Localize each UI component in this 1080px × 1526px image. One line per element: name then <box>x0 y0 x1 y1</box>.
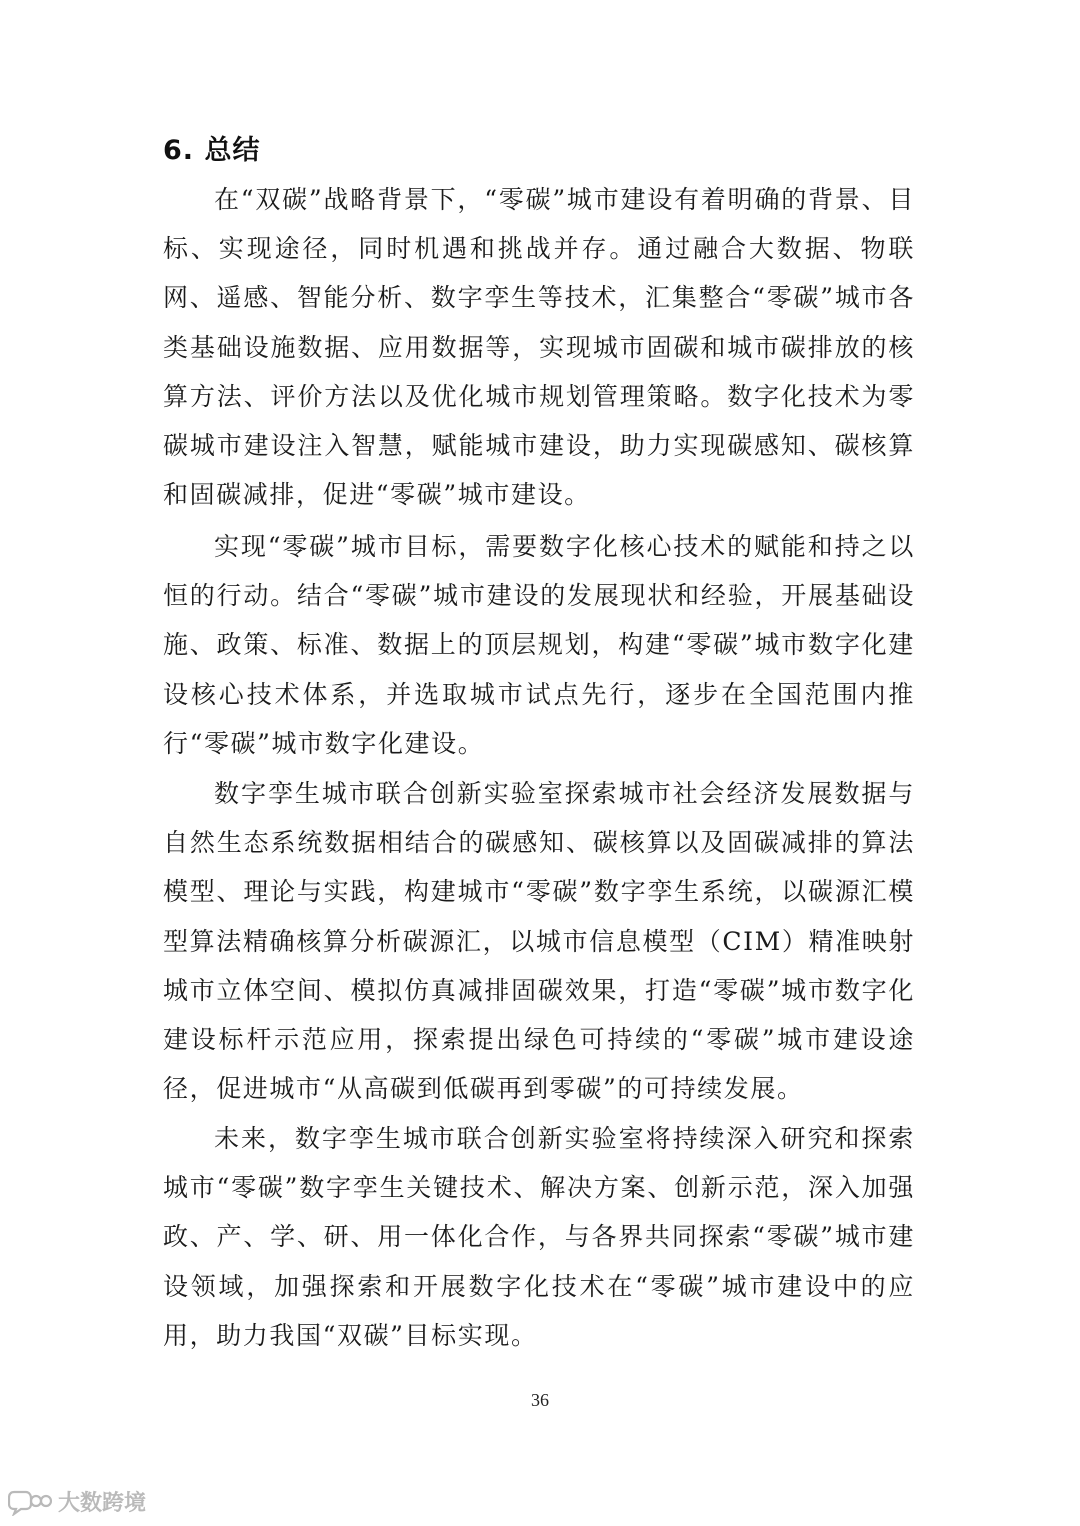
body-paragraph: 实现“零碳”城市目标，需要数字化核心技术的赋能和持之以恒的行动。结合“零碳”城市建设的发展现状和经验，开展基础设施、政策、标准、数据上的顶层规划，构建“零碳”城市数字化建设核心技术体系，并选取城市试点先行，逐步在全国范围内推行“零碳”城市数字化建设。 <box>163 532 915 758</box>
body-paragraph: 在“双碳”战略背景下，“零碳”城市建设有着明确的背景、目标、实现途径，同时机遇和挑战并存。通过融合大数据、物联网、遥感、智能分析、数字孪生等技术，汇集整合“零碳”城市各类基础设施数据、应用数据等，实现城市固碳和城市碳排放的核算方法、评价方法以及优化城市规划管理策略。数字化技术为零碳城市建设注入智慧，赋能城市建设，助力实现碳感知、碳核算和固碳减排，促进“零碳”城市建设。 <box>163 185 915 510</box>
chat-bubble-logo-icon <box>8 1488 52 1516</box>
watermark-text: 大数跨境 <box>58 1491 147 1516</box>
body-paragraph: 未来，数字孪生城市联合创新实验室将持续深入研究和探索城市“零碳”数字孪生关键技术、解决方案、创新示范，深入加强政、产、学、研、用一体化合作，与各界共同探索“零碳”城市建设领域，加强探索和开展数字化技术在“零碳”城市建设中的应用，助力我国“双碳”目标实现。 <box>163 1124 915 1350</box>
watermark <box>8 1486 146 1517</box>
page-number: 36 <box>531 1390 549 1410</box>
section-heading: 6. 总结 <box>163 135 261 166</box>
body-paragraph: 数字孪生城市联合创新实验室探索城市社会经济发展数据与自然生态系统数据相结合的碳感知、碳核算以及固碳减排的算法模型、理论与实践，构建城市“零碳”数字孪生系统，以碳源汇模型算法精确核算分析碳源汇，以城市信息模型（CIM）精准映射城市立体空间、模拟仿真减排固碳效果，打造“零碳”城市数字化建设标杆示范应用，探索提出绿色可持续的“零碳”城市建设途径，促进城市“从高碳到低碳再到零碳”的可持续发展。 <box>163 779 915 1104</box>
